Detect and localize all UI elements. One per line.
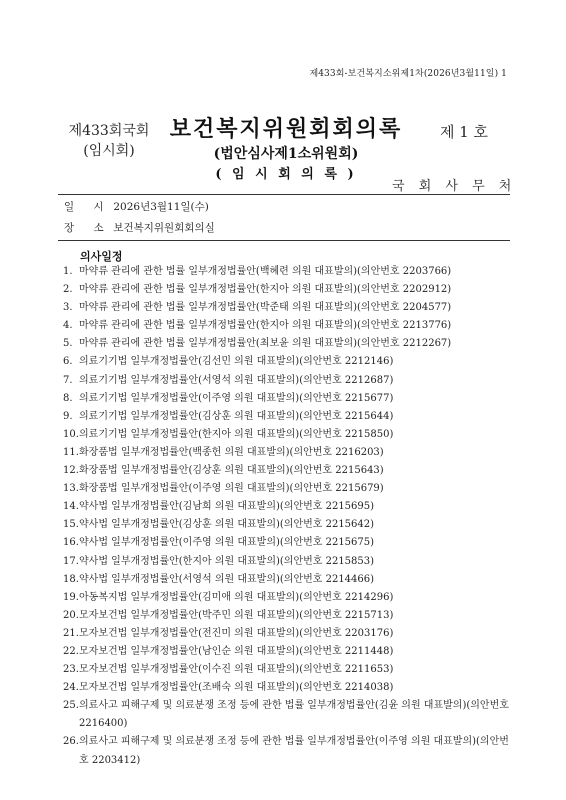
agenda-item	[63, 571, 515, 589]
agenda-item-text: 아동복지법 일부개정법률안(김미애 의원 대표발의)(의안번호 2214296)	[79, 591, 394, 603]
agenda-item-text: 모자보건법 일부개정법률안(전진미 의원 대표발의)(의안번호 2203176)	[79, 627, 394, 639]
record-type-subtitle: ( 임 시 회 의 록 )	[215, 167, 357, 182]
agenda-item-text: 모자보건법 일부개정법률안(이수진 의원 대표발의)(의안번호 2211653)	[79, 664, 394, 676]
agenda-item-text: 약사법 일부개정법률안(이주영 의원 대표발의)(의안번호 2215675)	[79, 537, 375, 549]
session-number: 제433회국회	[68, 123, 150, 139]
agenda-item-number: 22.	[63, 645, 79, 657]
divider-bottom	[58, 240, 510, 241]
agenda-item	[63, 372, 515, 390]
agenda-item	[63, 553, 515, 571]
agenda-item-text: 모자보건법 일부개정법률안(남인순 의원 대표발의)(의안번호 2211448)	[79, 645, 394, 657]
document-title: 보건복지위원회회의록	[169, 116, 403, 142]
agenda-item	[63, 480, 515, 498]
agenda-item	[63, 733, 515, 769]
agenda-item-text: 의료기기법 일부개정법률안(서영석 의원 대표발의)(의안번호 2212687)	[79, 374, 394, 386]
agenda-item-text: 약사법 일부개정법률안(김남희 의원 대표발의)(의안번호 2215695)	[79, 501, 375, 513]
agenda-item-text: 의료기기법 일부개정법률안(김선민 의원 대표발의)(의안번호 2212146)	[79, 356, 394, 368]
agenda-item-text: 모자보건법 일부개정법률안(조배숙 의원 대표발의)(의안번호 2214038)	[79, 682, 394, 694]
agenda-item-number: 14.	[63, 501, 79, 513]
agenda-item	[63, 697, 515, 733]
agenda-item	[63, 353, 515, 371]
agenda-item-text: 의료사고 피해구제 및 의료분쟁 조정 등에 관한 법률 일부개정법률안(이주영 의원 대표발의)(의안번호 2203412)	[79, 736, 509, 766]
agenda-item-text: 화장품법 일부개정법률안(김상훈 의원 대표발의)(의안번호 2215643)	[79, 465, 384, 477]
agenda-item-number: 11.	[63, 446, 79, 458]
session-type: (임시회)	[83, 143, 135, 159]
agenda-item-number: 23.	[63, 664, 79, 676]
agenda-item-number: 5.	[63, 338, 73, 350]
divider-top	[58, 194, 510, 195]
agenda-item	[63, 335, 515, 353]
committee-subtitle: (법안심사제1소위원회)	[213, 146, 359, 162]
agenda-item-number: 13.	[63, 483, 79, 495]
agenda-item	[63, 444, 515, 462]
agenda-item-number: 15.	[63, 519, 79, 531]
agenda-item	[63, 679, 515, 697]
issue-number: 제 1 호	[439, 123, 489, 141]
running-header: 제433회-보건복지소위제1차(2026년3월11일) 1	[309, 69, 507, 79]
publisher: 국 회 사 무 처	[392, 179, 517, 194]
agenda-item-number: 12.	[63, 465, 79, 477]
agenda-item	[63, 661, 515, 679]
agenda-item-text: 의료기기법 일부개정법률안(김상훈 의원 대표발의)(의안번호 2215644)	[79, 410, 394, 422]
agenda-item	[63, 408, 515, 426]
agenda-list	[63, 263, 515, 770]
session-info	[64, 121, 154, 161]
agenda-item-number: 26.	[63, 736, 79, 748]
place-value: 보건복지위원회회의실	[113, 222, 215, 234]
agenda-item-text: 약사법 일부개정법률안(서영석 의원 대표발의)(의안번호 2214466)	[79, 573, 375, 585]
agenda-item	[63, 516, 515, 534]
agenda-item-number: 18.	[63, 573, 79, 585]
agenda-item-number: 10.	[63, 428, 79, 440]
meeting-date-row	[64, 199, 209, 214]
agenda-item-text: 의료기기법 일부개정법률안(이주영 의원 대표발의)(의안번호 2215677)	[79, 392, 394, 404]
agenda-item-text: 화장품법 일부개정법률안(이주영 의원 대표발의)(의안번호 2215679)	[79, 483, 384, 495]
agenda-item-text: 마약류 관리에 관한 법률 일부개정법률안(박준태 의원 대표발의)(의안번호 2204577)	[79, 302, 452, 314]
agenda-item-number: 24.	[63, 682, 79, 694]
agenda-item-number: 17.	[63, 555, 79, 567]
agenda-item	[63, 426, 515, 444]
place-label: 장 소	[64, 222, 112, 234]
agenda-item	[63, 589, 515, 607]
agenda-item-text: 마약류 관리에 관한 법률 일부개정법률안(한지아 의원 대표발의)(의안번호 2213776)	[79, 320, 452, 332]
agenda-item-number: 25.	[63, 700, 79, 712]
agenda-item	[63, 498, 515, 516]
agenda-item	[63, 462, 515, 480]
agenda-item-text: 의료사고 피해구제 및 의료분쟁 조정 등에 관한 법률 일부개정법률안(김윤 의원 대표발의)(의안번호 2216400)	[79, 700, 509, 730]
agenda-item-text: 모자보건법 일부개정법률안(박주민 의원 대표발의)(의안번호 2215713)	[79, 609, 394, 621]
agenda-item-text: 의료기기법 일부개정법률안(한지아 의원 대표발의)(의안번호 2215850)	[79, 428, 394, 440]
agenda-item	[63, 263, 515, 281]
agenda-item	[63, 299, 515, 317]
agenda-item-text: 화장품법 일부개정법률안(백종헌 의원 대표발의)(의안번호 2216203)	[79, 446, 384, 458]
agenda-item-number: 19.	[63, 591, 79, 603]
agenda-item	[63, 534, 515, 552]
agenda-item	[63, 281, 515, 299]
agenda-item	[63, 317, 515, 335]
agenda-item	[63, 643, 515, 661]
agenda-item-number: 16.	[63, 537, 79, 549]
agenda-item	[63, 390, 515, 408]
agenda-item-text: 약사법 일부개정법률안(김상훈 의원 대표발의)(의안번호 2215642)	[79, 519, 375, 531]
agenda-item-number: 20.	[63, 609, 79, 621]
agenda-item	[63, 607, 515, 625]
agenda-item-number: 2.	[63, 284, 73, 296]
agenda-item-text: 약사법 일부개정법률안(한지아 의원 대표발의)(의안번호 2215853)	[79, 555, 375, 567]
date-label: 일 시	[64, 201, 112, 213]
meeting-place-row	[64, 220, 215, 235]
agenda-item-text: 마약류 관리에 관한 법률 일부개정법률안(한지아 의원 대표발의)(의안번호 2202912)	[79, 284, 452, 296]
agenda-item-text: 마약류 관리에 관한 법률 일부개정법률안(백혜련 의원 대표발의)(의안번호 2203766)	[79, 266, 452, 277]
agenda-item-text: 마약류 관리에 관한 법률 일부개정법률안(최보윤 의원 대표발의)(의안번호 2212267)	[79, 338, 452, 350]
agenda-item-number: 6.	[63, 356, 73, 368]
agenda-item-number: 4.	[63, 320, 73, 332]
agenda-item-number: 7.	[63, 374, 73, 386]
agenda-heading: 의사일정	[80, 250, 123, 263]
agenda-item-number: 21.	[63, 627, 79, 639]
agenda-item-number: 1.	[63, 266, 73, 277]
date-value: 2026년3월11일(수)	[113, 201, 209, 213]
agenda-item-number: 8.	[63, 392, 73, 404]
agenda-item-number: 9.	[63, 410, 73, 422]
agenda-item-number: 3.	[63, 302, 73, 314]
agenda-item	[63, 625, 515, 643]
